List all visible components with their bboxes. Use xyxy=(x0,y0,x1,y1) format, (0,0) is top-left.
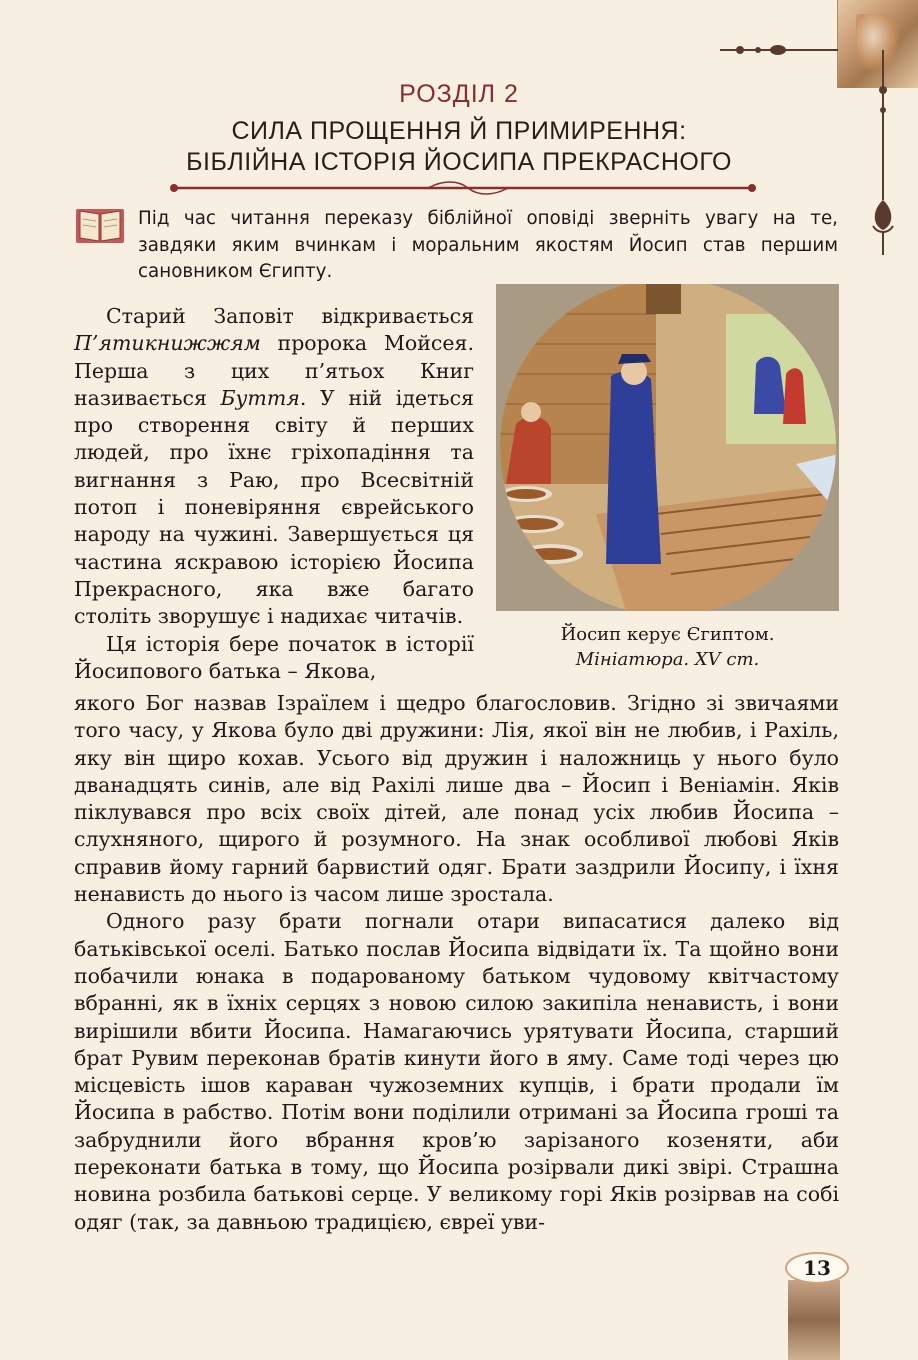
chapter-title-line2: БІБЛІЙНА ІСТОРІЯ ЙОСИПА ПРЕКРАСНОГО xyxy=(186,148,732,176)
chapter-title xyxy=(100,116,818,178)
chapter-label: РОЗДІЛ 2 xyxy=(399,80,519,108)
figure-caption-title: Йосип керує Єгиптом. xyxy=(560,624,775,645)
title-underline-ornament xyxy=(168,181,758,195)
term-pentateuch: П’ятикнижжям xyxy=(74,331,261,356)
term-genesis: Буття xyxy=(220,385,300,410)
figure-caption-source: Мініатюра. XV ст. xyxy=(575,649,760,670)
paragraph-1-part-c: . У ній ідеться про створення світу й перших людей, про їхнє гріхопадіння та вигнання з Раю, про Всесвітній потоп і поневіряння єврейського народу на чужині. Завершується ця частина яскравою історією Йосипа Прекрасного, яка вже багато століть зворушує і надихає читачів. xyxy=(74,385,474,629)
chapter-title-line1: СИЛА ПРОЩЕННЯ Й ПРИМИРЕННЯ: xyxy=(231,117,687,145)
paragraph-2-start: Ця історія бере початок в історії Йосипового батька – Якова, xyxy=(74,631,474,683)
page-number: 13 xyxy=(785,1252,849,1284)
paragraph-3: Одного разу брати погнали отари випасатися далеко від батьківської оселі. Батько послав Йосипа відвідати їх. Та щойно вони побачили юнака в подарованому батьком чудовому квітчастому вбранні, як в їхніх серцях з новою силою закипіла ненависть, і вони вирішили вбити Йосипа. Намагаючись урятувати Йосипа, старший брат Рувим переконав братів кинути його в яму. Саме тоді через цю місцевість ішов караван чужоземних купців, і брати продали їм Йосипа в рабство. Потім вони поділили отримані за Йосипа гроші та забруднили його вбрання кров’ю зарізаного козеняти, аби переконати батька в тому, що Йосипа розірвали дикі звірі. Страшна новина розбила батькові серце. У великому горі Яків розірвав на собі одяг (так, за давньою традицією, євреї уви- xyxy=(74,909,839,1234)
paragraph-1-part-b: пророка Мойсея. Перша з цих п’ятьох Книг називається xyxy=(74,331,474,410)
body-column-text xyxy=(74,303,474,685)
figure-caption xyxy=(496,622,839,672)
intro-note: Під час читання переказу біблійної оповіді зверніть увагу на те, завдяки яким вчинкам і моральним якостям Йосип став першим сановником Єгипту. xyxy=(138,208,838,282)
miniature-illustration xyxy=(496,284,839,611)
paragraph-2-rest: якого Бог назвав Ізраїлем і щедро благословив. Згідно зі звичаями того часу, у Якова було дві дружини: Лія, якої він не любив, і Рахіль, яку він щиро кохав. Усього від дружин і наложниць у нього було дванадцять синів, але від Рахілі лише два – Йосип і Веніамін. Яків піклувався про всіх своїх дітей, але понад усіх любив Йосипа – слухняного, щирого й розумного. На знак особливої любові Яків справив йому гарний барвистий одяг. Брати заздрили Йосипу, і їхня ненависть до нього із часом лише зростала. xyxy=(74,691,839,907)
body-full-text xyxy=(74,690,839,1236)
paragraph-1-part-a: Старий Заповіт відкривається xyxy=(106,304,474,328)
paragraph-1 xyxy=(74,303,474,631)
corner-illustration-bottom xyxy=(788,1280,840,1360)
ornament-flourish-horizontal xyxy=(720,44,838,56)
book-icon xyxy=(74,205,126,247)
